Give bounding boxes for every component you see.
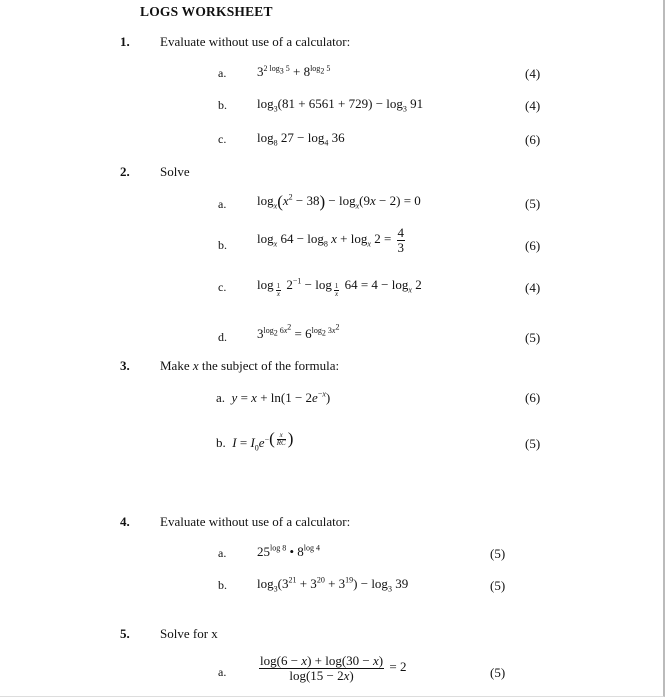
q3b-expression: b. $I = I_0e^{-( \frac{x}{RC} )}$ xyxy=(216,428,294,453)
q4-text: Evaluate without use of a calculator: xyxy=(160,514,351,529)
q2c-label: c. xyxy=(218,280,227,294)
q3a-expression: a. $y = x + \ln(1 - 2e^{-x})$ xyxy=(216,389,331,405)
q2d-marks: (5) xyxy=(525,330,541,345)
q2a-label: a. xyxy=(218,197,227,211)
q3-text: Make x the subject of the formula: xyxy=(160,358,340,373)
q4a-label: a. xyxy=(218,546,227,560)
q5-number: 5. xyxy=(120,626,130,641)
q2d-label: d. xyxy=(218,330,227,344)
q4b-label: b. xyxy=(218,578,227,592)
q4-number: 4. xyxy=(120,514,130,529)
q4a-expression: $25^{log 8}$ • $8^{log 4}$ xyxy=(257,543,321,559)
q4b-marks: (5) xyxy=(490,578,506,593)
q2c-expression: log $_{\frac{1}{x}}$ $2^{-1} - \log$ $_{\frac{1}{x}}$ $64 = 4 - \log_x 2$ xyxy=(257,276,422,299)
q2b-marks: (6) xyxy=(525,238,541,253)
q1b-expression: $\log_3(81 + 6561 + 729) - \log_3 91$ xyxy=(257,96,424,114)
q2a-expression: $\log_x(x^2 - 38) - \log_x(9x - 2) = 0$ xyxy=(257,192,421,211)
q1a-label: a. xyxy=(218,66,227,80)
worksheet-title: LOGS WORKSHEET xyxy=(140,4,273,19)
q1b-marks: (4) xyxy=(525,98,541,113)
q4b-expression: $\log_3(3^{21} + 3^{20} + 3^{19}) - \log_3 39$ xyxy=(257,575,409,594)
q1c-label: c. xyxy=(218,132,227,146)
q5-text: Solve for x xyxy=(160,626,218,641)
q3b-marks: (5) xyxy=(525,436,541,451)
q1-text: Evaluate without use of a calculator: xyxy=(160,34,351,49)
q3b-label: b. xyxy=(216,435,226,451)
q3a-label: a. xyxy=(216,390,226,405)
q3-number: 3. xyxy=(120,358,130,373)
q1-number: 1. xyxy=(120,34,130,49)
q1a-expression: $3^{2 log_3 5} + 8^{log_2 5}$ xyxy=(257,63,331,79)
q2b-label: b. xyxy=(218,238,227,252)
q2-text: Solve xyxy=(160,164,190,179)
q1b-label: b. xyxy=(218,98,227,112)
q2c-marks: (4) xyxy=(525,280,541,295)
q1c-expression: $\log_8 27 - \log_4 36$ xyxy=(257,130,345,148)
q2a-marks: (5) xyxy=(525,196,541,211)
q5a-marks: (5) xyxy=(490,665,506,680)
q1c-marks: (6) xyxy=(525,132,541,147)
q2d-expression: $3^{log_2 6x^2} = 6^{log_2 3x^2}$ xyxy=(257,322,340,341)
q3a-marks: (6) xyxy=(525,390,541,405)
q1a-marks: (4) xyxy=(525,66,541,81)
q5a-expression: $\frac{\log(6 - x) + \log(30 - x)}{\log(15 - 2x)}$ = 2 xyxy=(260,653,407,683)
q2-number: 2. xyxy=(120,164,130,179)
q4a-marks: (5) xyxy=(490,546,506,561)
q2b-expression: $\log_x 64 - \log_8 x + \log_x 2$ = $\frac{4}{3}$ xyxy=(257,225,405,255)
q5a-label: a. xyxy=(218,665,227,679)
